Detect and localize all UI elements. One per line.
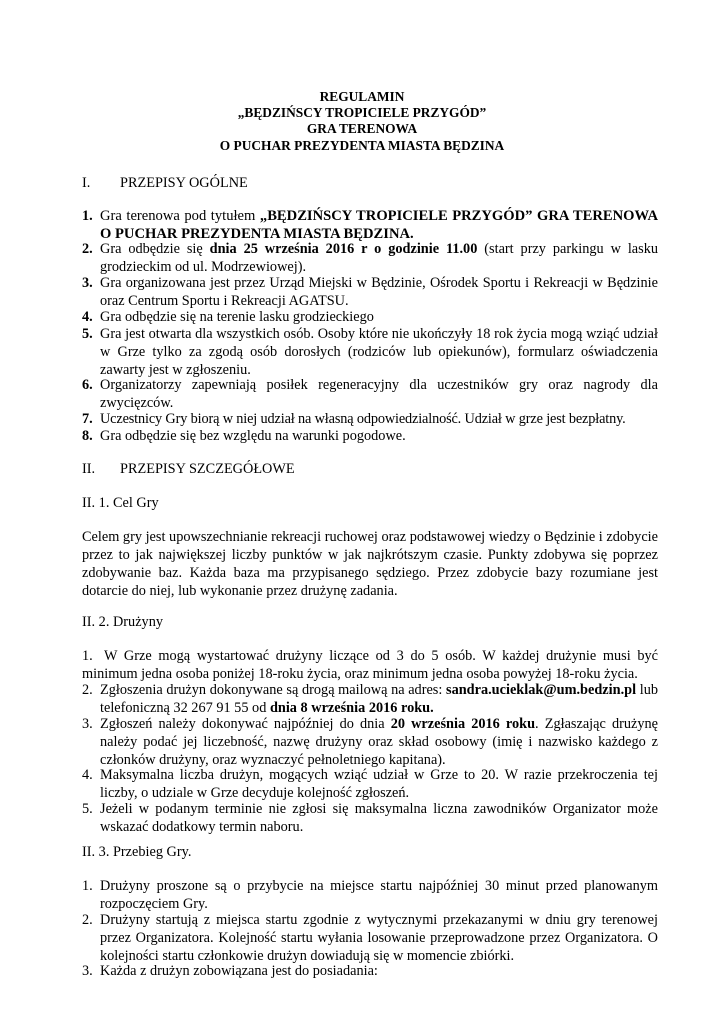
list-item: 5. Gra jest otwarta dla wszystkich osób. Osoby które nie ukończyły 18 rok życia mogą wziąć udział w Grze tylko za zgodą osób dorosłych (rodziców lub opiekunów), formularz oświadczenia zawarty jest w zgłoszeniu. (82, 326, 658, 378)
list-item: 8. Gra odbędzie się bez względu na warunki pogodowe. (82, 428, 406, 444)
section-1-heading (82, 174, 248, 192)
list-item: 4. Gra odbędzie się na terenie lasku grodzieckiego (82, 309, 374, 325)
list-item: 4. Maksymalna liczba drużyn, mogących wziąć udział w Grze to 20. W razie przekroczenia tej liczby, o udziale w Grze decyduje kolejność zgłoszeń. (82, 767, 658, 801)
doc-title-line3: GRA TERENOWA (306, 121, 418, 136)
list-item: 1. W Grze mogą wystartować drużyny liczące od 3 do 5 osób. W każdej drużynie musi być minimum jedna osoba poniżej 18-roku życia, oraz minimum jedna osoba powyżej 18-roku życia. (82, 648, 658, 682)
subsection-title: II. 1. Cel Gry (82, 495, 159, 511)
doc-title-line2: „BĘDZIŃSCY TROPICIELE PRZYGÓD” (237, 105, 487, 120)
paragraph: Celem gry jest upowszechnianie rekreacji ruchowej oraz podstawowej wiedzy o Będzinie i zdobycie przez to jak największej liczby punktów w jak najkrótszym czasie. Punkty zdobywa się poprzez zdobywanie baz. Każda baza ma przypisanego sędziego. Przez zdobycie bazy rozumiane jest dotarcie do niej, lub wykonanie przez drużynę zadania. (82, 529, 658, 599)
subsection-title: II. 2. Drużyny (82, 614, 163, 630)
list-item: 3. Gra organizowana jest przez Urząd Miejski w Będzinie, Ośrodek Sportu i Rekreacji w Będzinie oraz Centrum Sportu i Rekreacji AGATSU. (82, 275, 658, 309)
list-item: 1. Drużyny proszone są o przybycie na miejsce startu najpóźniej 30 minut przed planowanym rozpoczęciem Gry. (82, 878, 658, 912)
section-2-number: II. (82, 461, 96, 477)
section-2-title: PRZEPISY SZCZEGÓŁOWE (120, 461, 295, 477)
list-item: 1. Gra terenowa pod tytułem „BĘDZIŃSCY TROPICIELE PRZYGÓD” GRA TERENOWA O PUCHAR PREZYDENTA MIASTA BĘDZINA. (82, 208, 658, 242)
list-item: 5. Jeżeli w podanym terminie nie zgłosi się maksymalna liczna zawodników Organizator może wskazać dodatkowy termin naboru. (82, 801, 658, 835)
list-item: 7. Uczestnicy Gry biorą w niej udział na własną odpowiedzialność. Udział w grze jest bezpłatny. (82, 411, 626, 427)
list-item: 3. Każda z drużyn zobowiązana jest do posiadania: (82, 963, 378, 979)
list-item: 2. Zgłoszenia drużyn dokonywane są drogą mailową na adres: sandra.ucieklak@um.bedzin.pl lub telefoniczną 32 267 91 55 od dnia 8 września 2016 roku. (82, 682, 658, 716)
doc-title-line1: REGULAMIN (319, 89, 405, 104)
email-address: sandra.ucieklak@um.bedzin.pl (446, 682, 637, 698)
list-item: 3. Zgłoszeń należy dokonywać najpóźniej do dnia 20 września 2016 roku. Zgłaszając drużynę należy podać jej liczebność, nazwę drużyny oraz skład osobowy (imię i nazwisko każdego z członków drużyny, oraz wyznaczyć pełnoletniego kapitana). (82, 716, 658, 768)
list-item: 2. Drużyny startują z miejsca startu zgodnie z wytycznymi przekazanymi w dniu gry terenowej przez Organizatora. Kolejność startu wyłania losowanie przeprowadzone przez Organizatora. O kolejności startu członkowie drużyn dowiadują się w momencie zbiórki. (82, 912, 658, 964)
doc-title-line4: O PUCHAR PREZYDENTA MIASTA BĘDZINA (219, 138, 505, 153)
subsection-title: II. 3. Przebieg Gry. (82, 844, 192, 860)
section-1-number: I. (82, 175, 91, 191)
section-1-title: PRZEPISY OGÓLNE (120, 175, 248, 191)
section-2-heading (82, 460, 295, 478)
list-item: 2. Gra odbędzie się dnia 25 września 2016 r o godzinie 11.00 (start przy parkingu w lasku grodzieckim od ul. Modrzewiowej). (82, 241, 658, 275)
list-item: 6. Organizatorzy zapewniają posiłek regeneracyjny dla uczestników gry oraz nagrody dla zwycięzców. (82, 377, 658, 411)
